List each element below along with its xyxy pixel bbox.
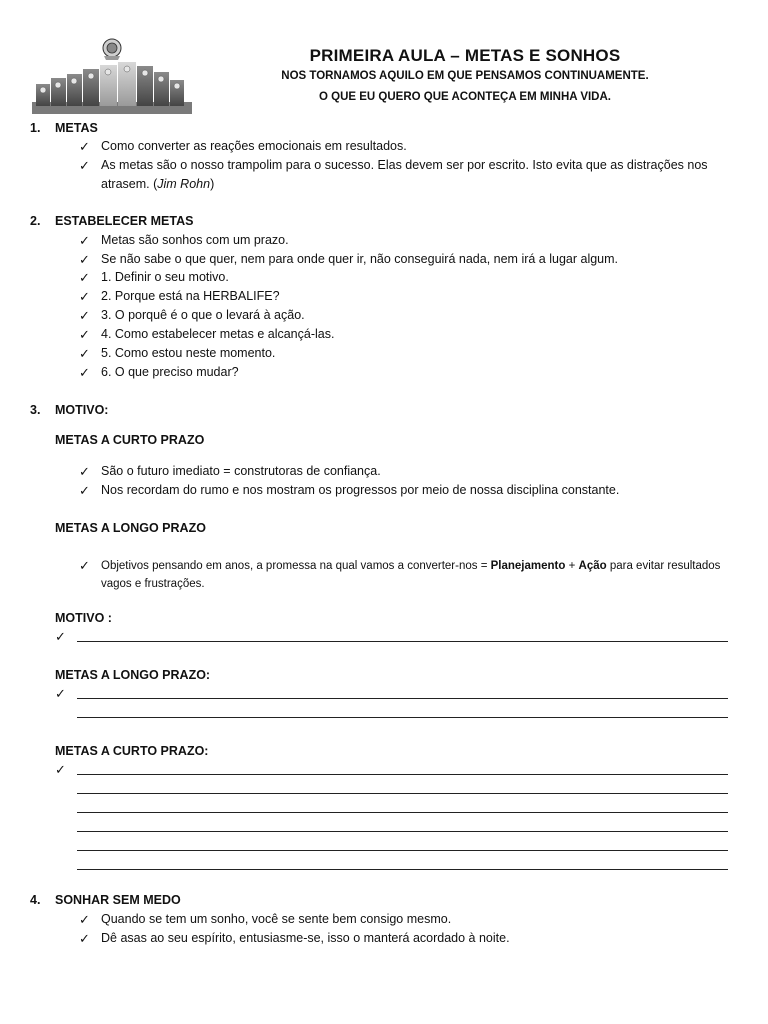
section-1-item: Como converter as reações emocionais em resultados. — [101, 139, 407, 153]
section-2-title: ESTABELECER METAS — [55, 214, 194, 228]
short-term-answer-line[interactable] — [77, 831, 728, 832]
checkmark-icon: ✓ — [79, 365, 90, 380]
checkmark-icon: ✓ — [55, 629, 66, 644]
section-1-item-quote: As metas são o nosso trampolim para o sucesso. Elas devem ser por escrito. Isto evita que as distrações nos atrasem. (Jim Rohn) — [101, 158, 708, 191]
section-2-item: 4. Como estabelecer metas e alcançá-las. — [101, 327, 335, 341]
short-term-answer-line[interactable] — [77, 812, 728, 813]
herbalife-podium-logo — [32, 38, 192, 114]
checkmark-icon: ✓ — [55, 762, 66, 777]
short-term-item: São o futuro imediato = construtoras de confiança. — [101, 464, 381, 478]
checkmark-icon: ✓ — [79, 158, 90, 173]
section-2-item: 1. Definir o seu motivo. — [101, 270, 229, 284]
section-4-number: 4. — [30, 893, 41, 907]
long-term-label: METAS A LONGO PRAZO: — [55, 668, 211, 682]
section-4-title: SONHAR SEM MEDO — [55, 893, 181, 907]
long-term-item: Objetivos pensando em anos, a promessa na qual vamos a converter-nos = Planejamento + Ação para evitar resultados vagos e frustrações. — [101, 560, 721, 590]
checkmark-icon: ✓ — [79, 327, 90, 342]
section-3-title: MOTIVO: — [55, 403, 109, 417]
checkmark-icon: ✓ — [79, 558, 90, 573]
short-term-label: METAS A CURTO PRAZO: — [55, 744, 209, 758]
section-1-title: METAS — [55, 121, 98, 135]
checkmark-icon: ✓ — [79, 346, 90, 361]
short-term-answer-line[interactable] — [77, 774, 728, 775]
motivo-answer-line[interactable] — [77, 641, 728, 642]
quote-author: Jim Rohn — [157, 177, 211, 191]
long-term-answer-line[interactable] — [77, 717, 728, 718]
page-subtitle-1: NOS TORNAMOS AQUILO EM QUE PENSAMOS CONTINUAMENTE. — [281, 70, 649, 82]
short-term-goals-heading: METAS A CURTO PRAZO — [55, 433, 205, 447]
checkmark-icon: ✓ — [79, 483, 90, 498]
checkmark-icon: ✓ — [79, 931, 90, 946]
checkmark-icon: ✓ — [79, 270, 90, 285]
checkmark-icon: ✓ — [79, 139, 90, 154]
section-4-item: Dê asas ao seu espírito, entusiasme-se, isso o manterá acordado à noite. — [101, 931, 510, 945]
checkmark-icon: ✓ — [79, 464, 90, 479]
section-2-item: Se não sabe o que quer, nem para onde quer ir, não conseguirá nada, nem irá a lugar algum. — [101, 252, 619, 266]
section-2-item: 3. O porquê é o que o levará à ação. — [101, 308, 305, 322]
checkmark-icon: ✓ — [79, 233, 90, 248]
page-title: PRIMEIRA AULA – METAS E SONHOS — [309, 46, 621, 65]
checkmark-icon: ✓ — [55, 686, 66, 701]
long-term-goals-heading: METAS A LONGO PRAZO — [55, 521, 206, 535]
checkmark-icon: ✓ — [79, 912, 90, 927]
section-1-number: 1. — [30, 121, 41, 135]
short-term-item: Nos recordam do rumo e nos mostram os progressos por meio de nossa disciplina constante. — [101, 483, 620, 497]
checkmark-icon: ✓ — [79, 252, 90, 267]
short-term-answer-line[interactable] — [77, 869, 728, 870]
long-term-answer-line[interactable] — [77, 698, 728, 699]
section-2-item: 2. Porque está na HERBALIFE? — [101, 289, 280, 303]
checkmark-icon: ✓ — [79, 289, 90, 304]
short-term-answer-line[interactable] — [77, 850, 728, 851]
section-3-number: 3. — [30, 403, 41, 417]
section-4-item: Quando se tem um sonho, você se sente bem consigo mesmo. — [101, 912, 452, 926]
section-2-item: Metas são sonhos com um prazo. — [101, 233, 289, 247]
motivo-label: MOTIVO : — [55, 611, 112, 625]
short-term-answer-line[interactable] — [77, 793, 728, 794]
section-2-number: 2. — [30, 214, 41, 228]
checkmark-icon: ✓ — [79, 308, 90, 323]
page-subtitle-2: O QUE EU QUERO QUE ACONTEÇA EM MINHA VIDA. — [319, 91, 611, 103]
section-2-item: 6. O que preciso mudar? — [101, 365, 239, 379]
section-2-item: 5. Como estou neste momento. — [101, 346, 276, 360]
